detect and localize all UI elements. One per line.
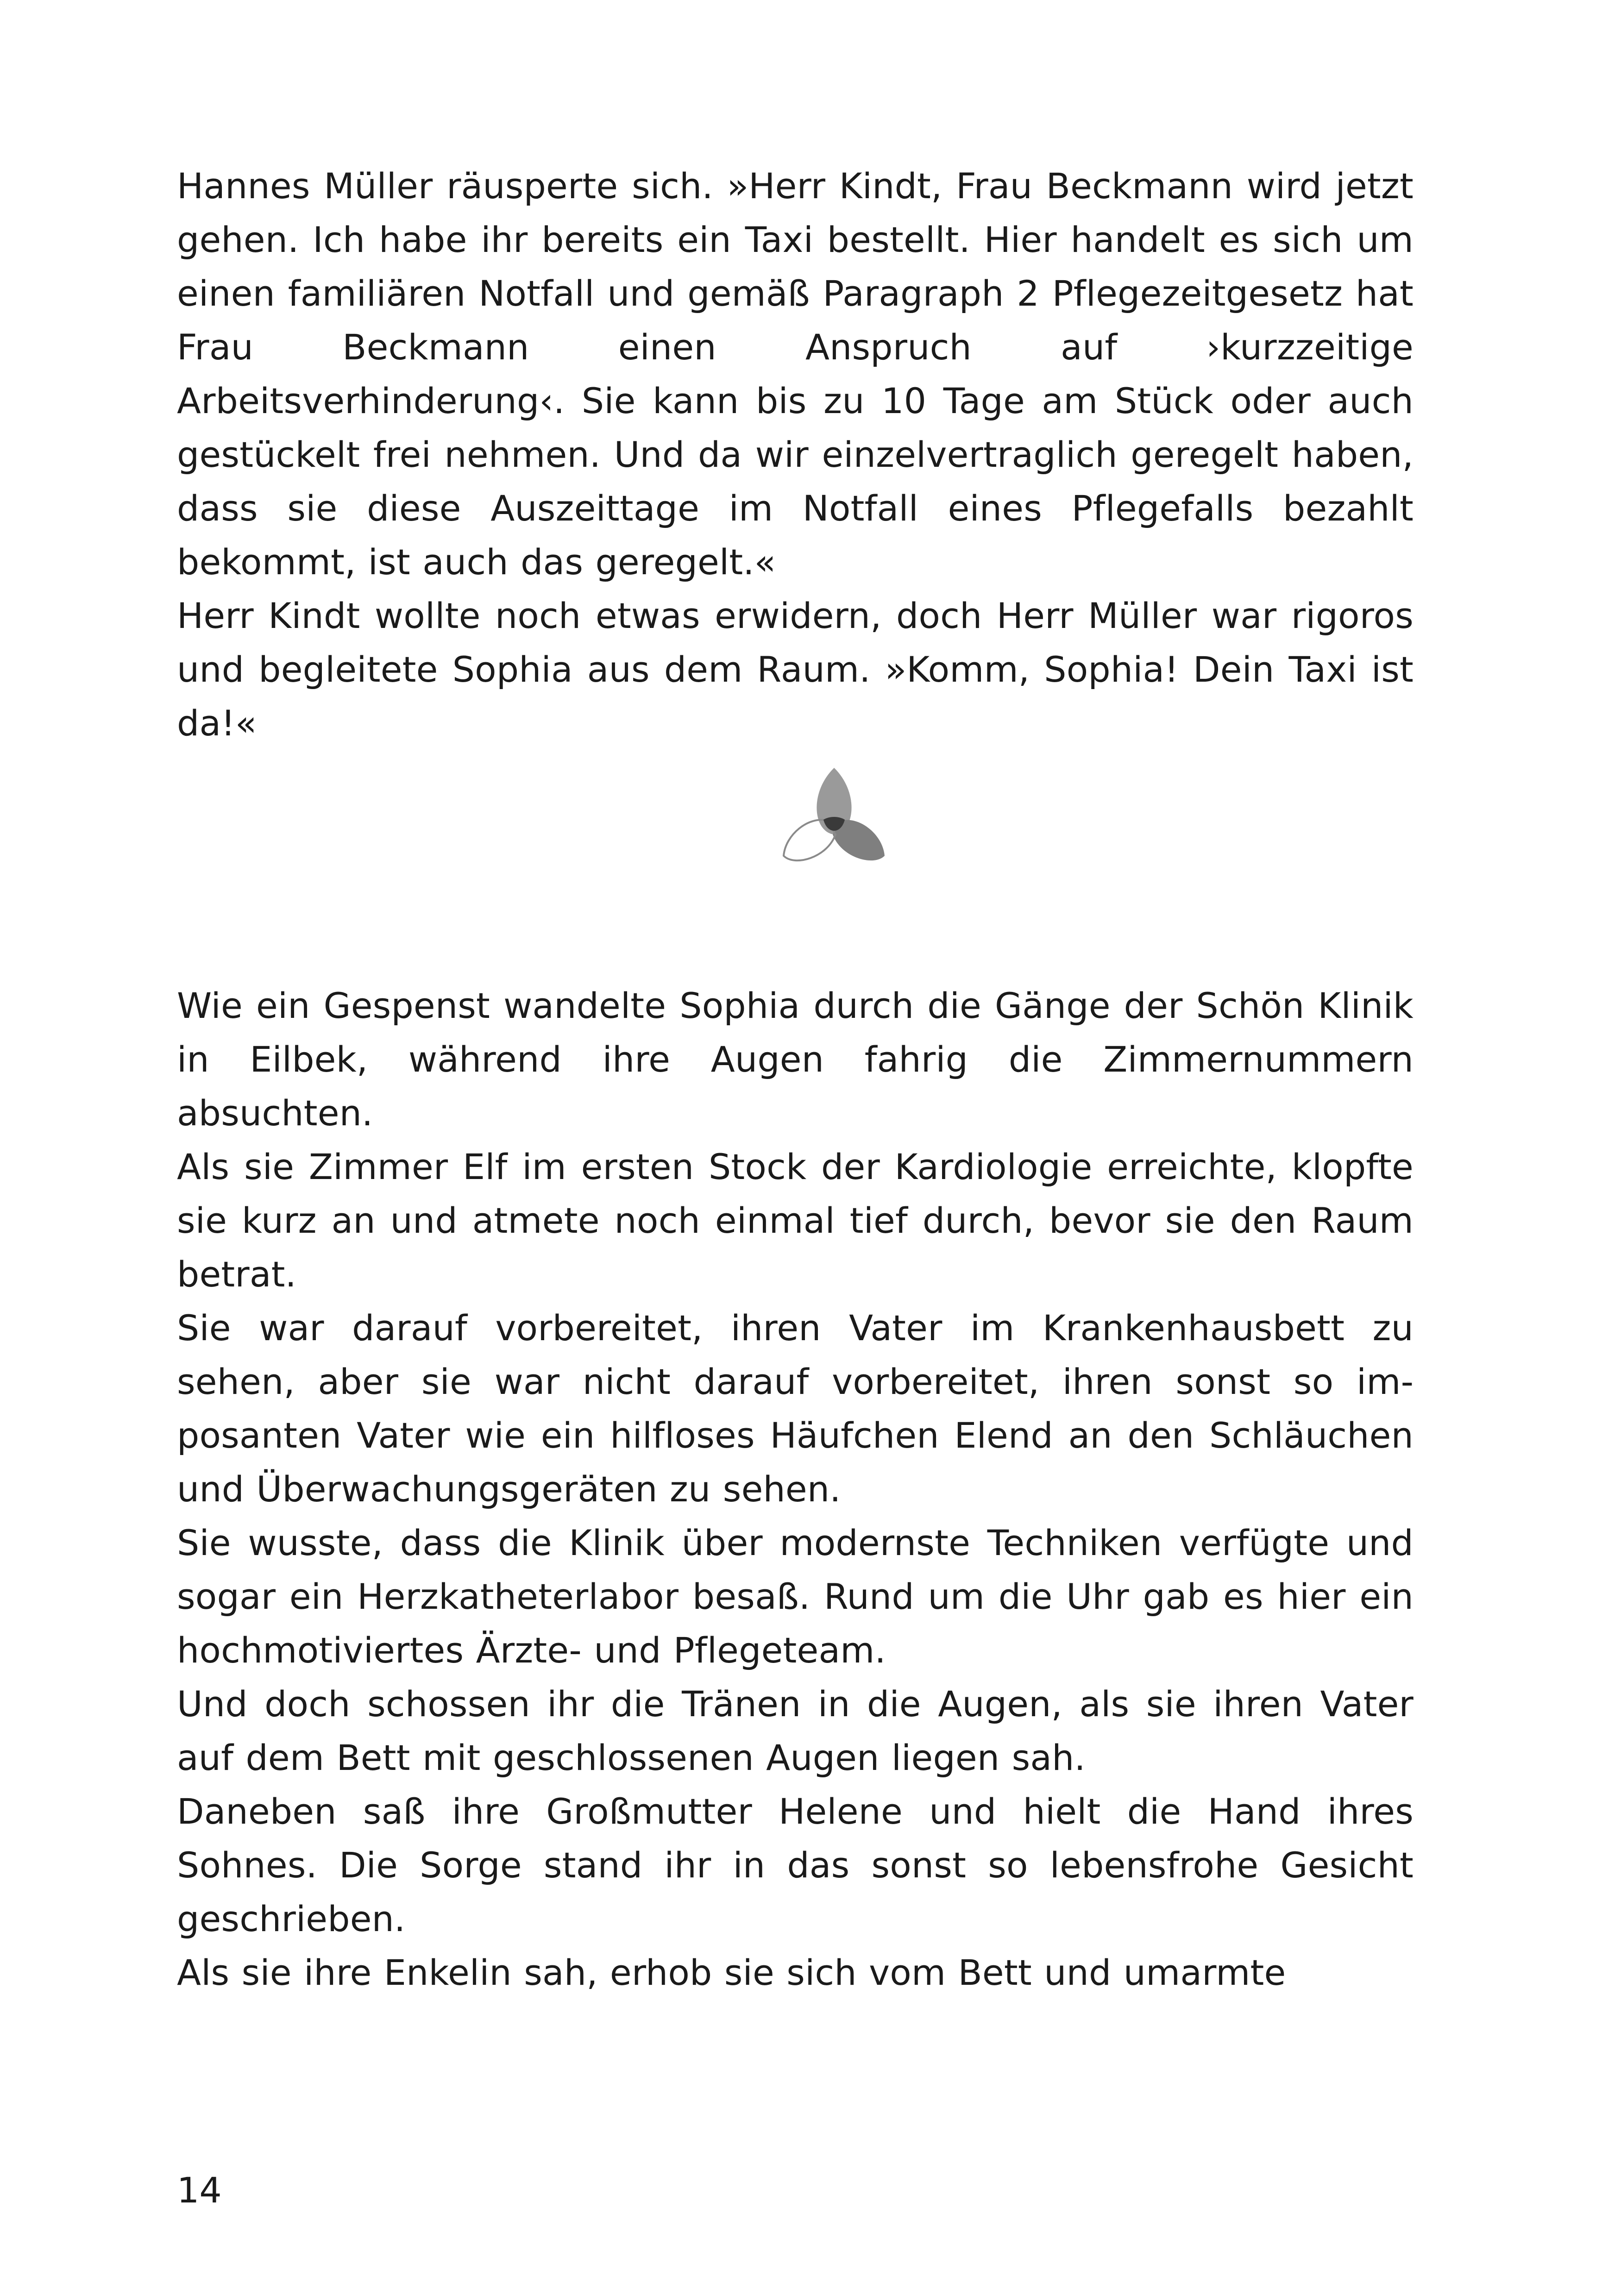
paragraph: Sie wusste, dass die Klinik über modernste Techniken verfügte und sogar ein Herzkatheterlabor besaß. Rund um die Uhr gab es hier ein hochmotiviertes Ärzte- und Pflegeteam. bbox=[177, 1522, 1414, 1671]
paragraph: Als sie ihre Enkelin sah, erhob sie sich vom Bett und umarmte bbox=[177, 1952, 1286, 1993]
paragraph: Hannes Müller räusperte sich. »Herr Kindt, Frau Beckmann wird jetzt gehen. Ich habe ihr bereits ein Taxi bestellt. Hier handelt es sich um einen familiären Notfall und gemäß Paragraph 2 Pflegezeitgesetz hat Frau Beckmann einen Anspruch auf ›kurzzeitige Arbeitsverhinderung‹. Sie kann bis zu 10 Tage am Stück oder auch gestückelt frei nehmen. Und da wir einzelvertraglich geregelt haben, dass sie diese Auszeittage im Notfall eines Pflegefalls bezahlt bekommt, ist auch das geregelt.« bbox=[177, 165, 1414, 583]
paragraph: Daneben saß ihre Großmutter Helene und hielt die Hand ihres Sohnes. Die Sorge stand ihr in das sonst so lebensfrohe Gesicht geschrieben. bbox=[177, 1791, 1414, 1939]
paragraph: Und doch schossen ihr die Tränen in die Augen, als sie ihren Vater auf dem Bett mit geschlossenen Augen liegen sah. bbox=[177, 1683, 1414, 1778]
paragraph: Herr Kindt wollte noch etwas erwidern, doch Herr Müller war rigoros und begleitete Sophia aus dem Raum. »Komm, Sophia! Dein Taxi ist da!« bbox=[177, 595, 1414, 744]
paragraph: Sie war darauf vorbereitet, ihren Vater im Krankenhausbett zu sehen, aber sie war nicht darauf vorbereitet, ihren sonst so imposanten Vater wie ein hilfloses Häufchen Elend an den Schläuchen und Überwachungsgeräten zu sehen. bbox=[177, 1307, 1414, 1510]
page-number: 14 bbox=[177, 2170, 222, 2211]
text-section-2 bbox=[177, 979, 1414, 2000]
paragraph: Als sie Zimmer Elf im ersten Stock der Kardiologie erreichte, klopfte sie kurz an und atmete noch einmal tief durch, bevor sie den Raum betrat. bbox=[177, 1146, 1414, 1295]
paragraph: Wie ein Gespenst wandelte Sophia durch die Gänge der Schön Klinik in Eilbek, während ihre Augen fahrig die Zimmernummern absuchten. bbox=[177, 985, 1414, 1134]
text-section-1 bbox=[177, 159, 1414, 750]
triquetra-ornament-icon bbox=[781, 765, 887, 866]
